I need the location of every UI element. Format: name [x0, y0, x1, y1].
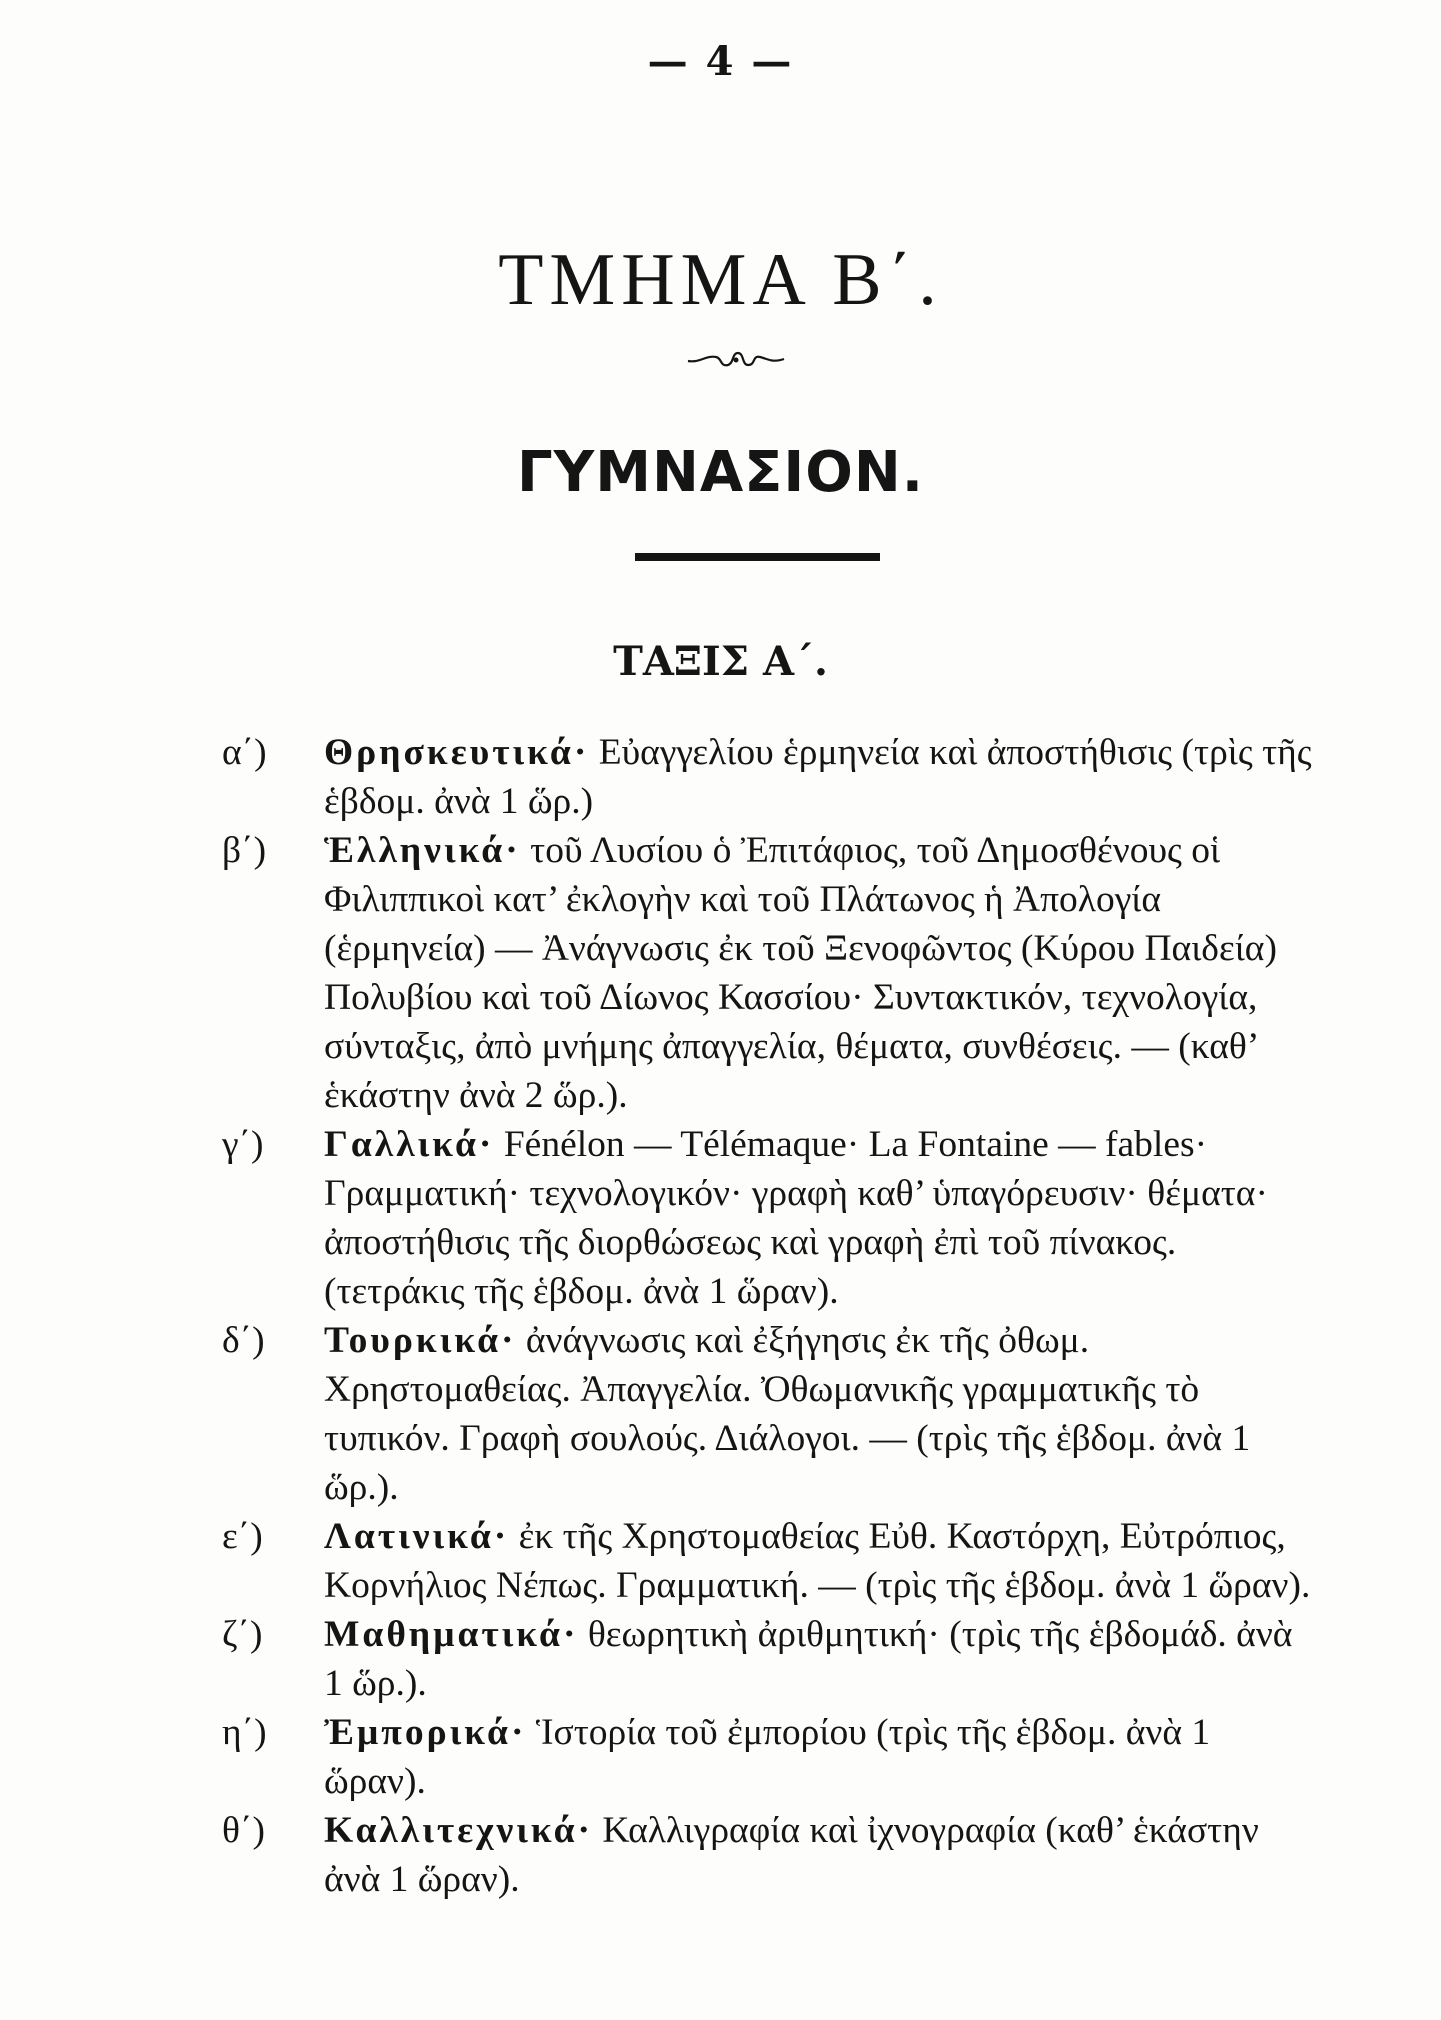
title-rule [635, 553, 880, 561]
subject-description: θεωρητικὴ ἀριθμητική· (τρὶς τῆς ἑβδομάδ. ἀνὰ 1 ὥρ.). [324, 1614, 1293, 1704]
subject-name: Ἑλληνικά· [324, 830, 521, 871]
page-number: — 4 — [647, 38, 794, 85]
subject-description: Εὐαγγελίου ἑρμηνεία καὶ ἀποστήθισις (τρὶς τῆς ἑβδομ. ἀνὰ 1 ὥρ.) [324, 732, 1312, 822]
subject-item-mathematics [222, 1610, 1314, 1708]
subject-name: Μαθηματικά· [324, 1614, 579, 1655]
subject-description: Fénélon — Télémaque· La Fontaine — fables· Γραμματική· τεχνολογικόν· γραφὴ καθ’ ὑπαγόρευσιν· θέματα· ἀποστήθισις τῆς διορθώσεως καὶ γραφὴ ἐπὶ τοῦ πίνακος. (τετράκις τῆς ἑβδομ. ἀνὰ 1 ὥραν). [324, 1124, 1268, 1312]
subject-item-latin [222, 1512, 1314, 1610]
item-marker: ε΄) [222, 1516, 263, 1557]
item-marker: γ΄) [222, 1124, 264, 1165]
subject-description: ἀνάγνωσις καὶ ἐξήγησις ἐκ τῆς ὀθωμ. Χρηστομαθείας. Ἀπαγγελία. Ὀθωμανικῆς γραμματικῆς τὸ τυπικόν. Γραφὴ σουλούς. Διάλογοι. — (τρὶς τῆς ἑβδομ. ἀνὰ 1 ὥρ.). [324, 1320, 1251, 1508]
subject-name: Τουρκικά· [324, 1320, 517, 1361]
subject-item-commerce [222, 1708, 1314, 1806]
item-marker: ζ΄) [222, 1614, 263, 1655]
subject-description: Καλλιγραφία καὶ ἰχνογραφία (καθ’ ἑκάστην ἀνὰ 1 ὥραν). [324, 1810, 1259, 1900]
subject-item-french [222, 1120, 1314, 1316]
subject-list [222, 728, 1314, 1904]
subject-name: Θρησκευτικά· [324, 732, 590, 773]
subject-item-arts [222, 1806, 1314, 1904]
subject-name: Γαλλικά· [324, 1124, 495, 1165]
item-marker: δ΄) [222, 1320, 265, 1361]
section-title: ΤΜΗΜΑ Β΄. [498, 239, 943, 321]
item-marker: α΄) [222, 732, 267, 773]
item-marker: θ΄) [222, 1810, 265, 1851]
ornament-divider [686, 343, 786, 373]
subject-description: ἐκ τῆς Χρηστομαθείας Εὐθ. Καστόρχη, Εὐτρόπιος, Κορνήλιος Νέπως. Γραμματική. — (τρὶς τῆς ἑβδομ. ἀνὰ 1 ὥραν). [324, 1516, 1311, 1606]
subject-item-turkish [222, 1316, 1314, 1512]
subject-item-greek [222, 826, 1314, 1120]
subject-name: Καλλιτεχνικά· [324, 1810, 594, 1851]
subject-description: τοῦ Λυσίου ὁ Ἐπιτάφιος, τοῦ Δημοσθένους οἱ Φιλιππικοὶ κατ’ ἐκλογὴν καὶ τοῦ Πλάτωνος ἡ Ἀπολογία (ἑρμηνεία) — Ἀνάγνωσις ἐκ τοῦ Ξενοφῶντος (Κύρου Παιδεία) Πολυβίου καὶ τοῦ Δίωνος Κασσίου· Συντακτικόν, τεχνολογία, σύνταξις, ἀπὸ μνήμης ἀπαγγελία, θέματα, συνθέσεις. — (καθ’ ἑκάστην ἀνὰ 2 ὥρ.). [324, 830, 1277, 1116]
class-title: ΤΑΞΙΣ Α΄. [613, 638, 828, 685]
subject-item-religion [222, 728, 1314, 826]
subject-name: Ἐμπορικά· [324, 1712, 527, 1753]
school-title: ΓΥΜΝΑΣΙΟΝ. [516, 440, 924, 505]
subject-description: Ἱστορία τοῦ ἐμπορίου (τρὶς τῆς ἑβδομ. ἀνὰ 1 ὥραν). [324, 1712, 1211, 1802]
item-marker: η΄) [222, 1712, 267, 1753]
subject-name: Λατινικά· [324, 1516, 510, 1557]
item-marker: β΄) [222, 830, 267, 871]
